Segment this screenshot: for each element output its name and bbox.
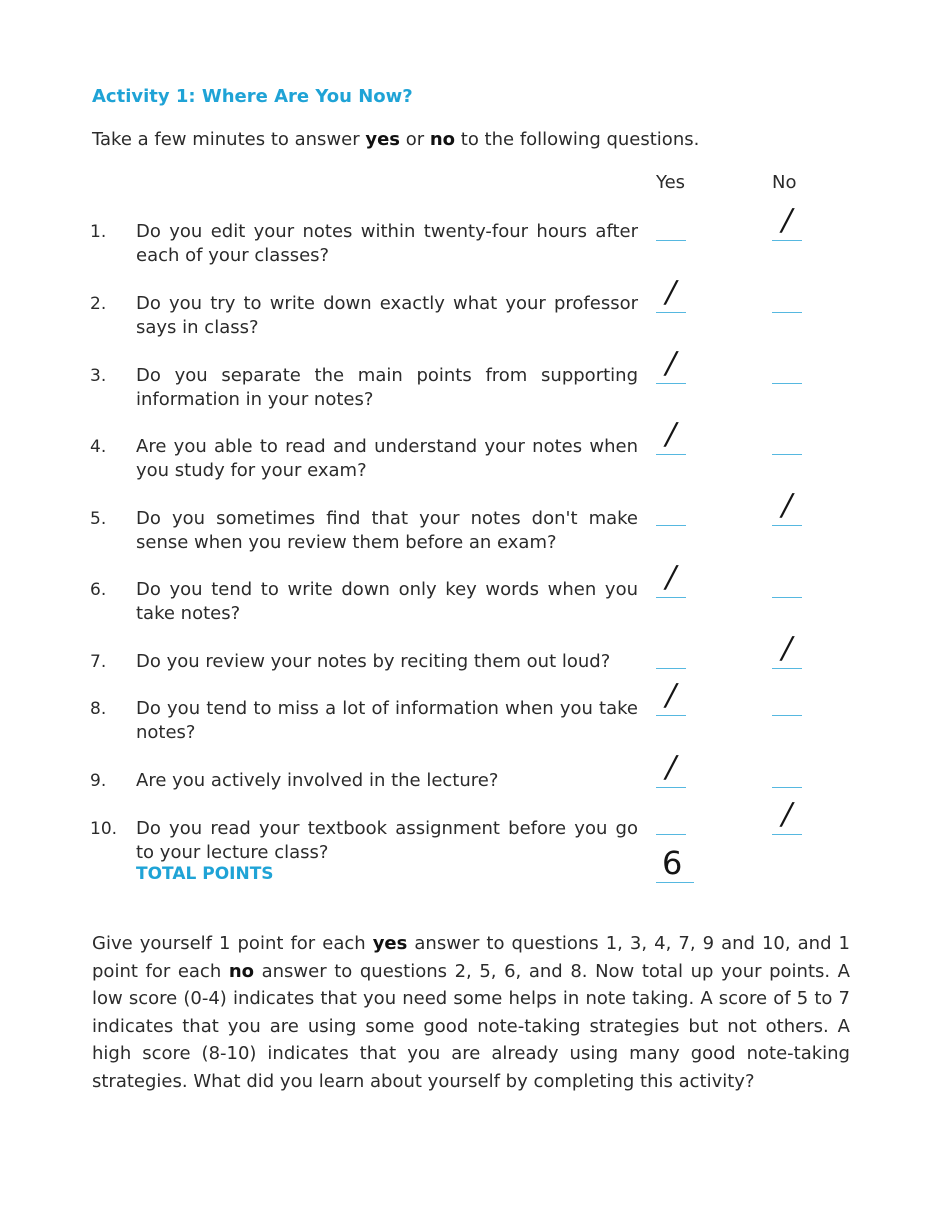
no-column-header: No [772, 172, 797, 193]
question-number: 10. [90, 819, 118, 839]
scoring-text-2: answer to questions 1, 3, 4, 7, 9 and 10, and 1 point for each [92, 933, 850, 982]
yes-answer-blank[interactable] [656, 597, 686, 598]
check-mark: / [778, 203, 796, 238]
no-answer-blank[interactable] [772, 525, 802, 526]
check-mark: / [778, 797, 796, 832]
check-mark: / [662, 750, 680, 785]
no-answer-blank[interactable] [772, 383, 802, 384]
no-answer-blank[interactable] [772, 715, 802, 716]
yes-answer-blank[interactable] [656, 787, 686, 788]
instructions-no-word: no [429, 129, 456, 150]
question-row [0, 560, 938, 638]
yes-answer-blank[interactable] [656, 668, 686, 669]
question-number: 4. [90, 437, 107, 457]
instructions-text-end: to the following questions. [455, 129, 700, 150]
yes-answer-blank[interactable] [656, 834, 686, 835]
question-row [0, 488, 938, 567]
question-row [0, 203, 938, 280]
no-answer-blank[interactable] [772, 597, 802, 598]
no-answer-blank[interactable] [772, 668, 802, 669]
check-mark: / [662, 678, 680, 713]
question-text: Do you separate the main points from supporting information in your notes? [136, 365, 638, 410]
check-mark: / [662, 275, 680, 310]
question-text: Are you able to read and understand your notes when you study for your exam? [136, 436, 638, 481]
question-row [0, 346, 938, 424]
yes-answer-blank[interactable] [656, 383, 686, 384]
question-text: Do you tend to write down only key words when you take notes? [136, 579, 638, 624]
no-answer-blank[interactable] [772, 834, 802, 835]
question-text: Do you read your textbook assignment before you go to your lecture class? [136, 818, 638, 863]
question-row [0, 275, 938, 352]
yes-answer-blank[interactable] [656, 454, 686, 455]
question-number: 8. [90, 699, 107, 719]
question-text: Do you try to write down exactly what your professor says in class? [136, 293, 638, 338]
yes-answer-blank[interactable] [656, 240, 686, 241]
instructions-text-middle: or [400, 129, 430, 150]
check-mark: / [778, 631, 796, 666]
yes-answer-blank[interactable] [656, 312, 686, 313]
question-text: Are you actively involved in the lecture? [136, 770, 499, 791]
question-row [0, 417, 938, 495]
question-number: 1. [90, 222, 107, 242]
total-points-blank [656, 882, 694, 883]
scoring-text-3: answer to questions 2, 5, 6, and 8. Now total up your points. A low score (0-4) indicates that you need some helps in note taking. A score of 5 to 7 indicates that you are using some good note-taking strategies but not others. A high score (8-10) indicates that you are already using many good note-taking strategies. What did you learn about yourself by completing this activity? [92, 960, 850, 1092]
no-answer-blank[interactable] [772, 454, 802, 455]
yes-answer-blank[interactable] [656, 525, 686, 526]
question-row [0, 678, 938, 757]
instructions [92, 129, 699, 150]
scoring-instructions [92, 930, 850, 1096]
total-points-value[interactable]: 6 [662, 844, 683, 882]
question-number: 3. [90, 366, 107, 386]
yes-answer-blank[interactable] [656, 715, 686, 716]
total-points-label: TOTAL POINTS [136, 864, 274, 884]
no-answer-blank[interactable] [772, 312, 802, 313]
check-mark: / [778, 488, 796, 523]
instructions-text-start: Take a few minutes to answer [92, 129, 366, 150]
scoring-text-1: Give yourself 1 point for each [92, 933, 373, 954]
question-text: Do you edit your notes within twenty-four hours after each of your classes? [136, 221, 638, 266]
question-number: 6. [90, 580, 107, 600]
activity-title: Activity 1: Where Are You Now? [92, 86, 413, 107]
scoring-yes-word: yes [372, 933, 408, 954]
check-mark: / [662, 417, 680, 452]
check-mark: / [662, 560, 680, 595]
no-answer-blank[interactable] [772, 787, 802, 788]
yes-column-header: Yes [656, 172, 686, 193]
no-answer-blank[interactable] [772, 240, 802, 241]
instructions-yes-word: yes [365, 129, 400, 150]
question-number: 5. [90, 509, 107, 529]
question-number: 7. [90, 652, 107, 672]
question-number: 9. [90, 771, 107, 791]
question-number: 2. [90, 294, 107, 314]
check-mark: / [662, 346, 680, 381]
question-text: Do you sometimes find that your notes don't make sense when you review them before an exam? [136, 508, 638, 553]
question-text: Do you review your notes by reciting them out loud? [136, 651, 611, 672]
question-text: Do you tend to miss a lot of information when you take notes? [136, 698, 638, 743]
scoring-no-word: no [228, 960, 255, 982]
